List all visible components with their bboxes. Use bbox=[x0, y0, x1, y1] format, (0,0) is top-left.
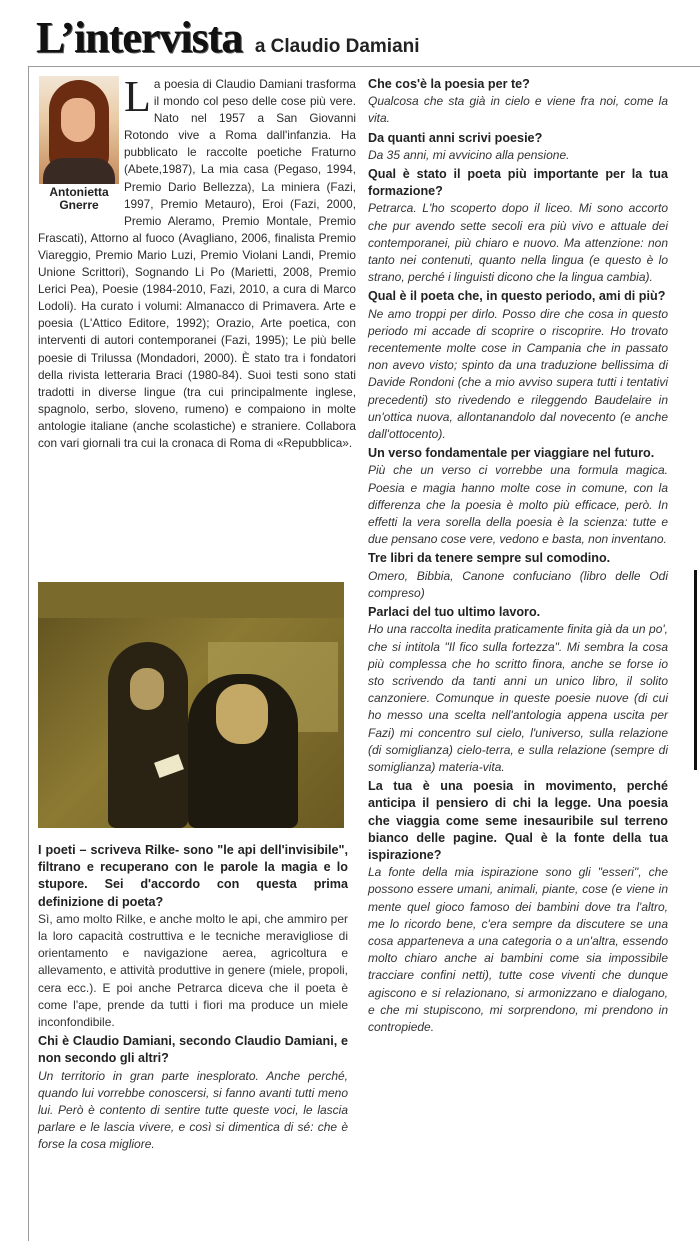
question: Da quanti anni scrivi poesie? bbox=[368, 130, 543, 145]
left-column bbox=[38, 72, 356, 1152]
author-name-first: Antonietta bbox=[49, 185, 109, 199]
answer: La fonte della mia ispirazione sono gli "esseri", che possono essere umani, animali, piante, cose (e viene in mente quel gioco famoso dei bambini dove tra l'altro, me lo ricordo bene, c'era sempre da discutere se una cosa apparteneva a una categoria o a un'altra, essendo molto chiaro anche ai bambini come sia impossibile tracciare confini netti), tutte cose viventi che dunque agiscono e si relazionano, si armonizzano e dialogano, e che mi stupiscono, mi sorprendono, mi prendono in contropiede. bbox=[368, 865, 668, 1034]
answer: Un territorio in gran parte inesplorato. Anche perché, quando lui vorrebbe conoscersi, si fanno avanti tutti meno lui. Però è contento di sentire tutte queste voci, le lascia parlare e le lascia vivere, e così si dimentica di sé: che è forse la cosa migliore. bbox=[38, 1068, 348, 1152]
answer: Ho una raccolta inedita praticamente finita già da un po', che si intitola "Il fico sulla fortezza". Mi sembra la cosa più complessa che ho scritto finora, anche se forse io sto scrivendo da tanti anni un unico libro, il solito canzoniere. Comunque in queste poesie nuove (di cui ho messo una scelta nell'antologia appena uscita per Fazi) mi concentro sul cielo, l'universo, sulla relazione (di somiglianza) cielo-terra, e sulla relazione (sempre di somiglianza) materia-vita. bbox=[368, 622, 668, 774]
question: I poeti – scriveva Rilke- sono "le api dell'invisibile", filtrano e recuperano con le parole la magia e lo stupore. Sei d'accordo con questa prima definizione di poeta? bbox=[38, 843, 348, 909]
article-subtitle: a Claudio Damiani bbox=[254, 36, 420, 57]
edge-bar bbox=[694, 570, 697, 770]
question: Parlaci del tuo ultimo lavoro. bbox=[368, 605, 541, 620]
question: Qual è stato il poeta più importante per la tua formazione? bbox=[368, 167, 668, 199]
author-box bbox=[38, 76, 120, 212]
right-column bbox=[368, 76, 668, 1038]
left-qa-list bbox=[38, 842, 348, 1156]
question: Qual è il poeta che, in questo periodo, ami di più? bbox=[368, 289, 666, 304]
answer: Da 35 anni, mi avvicino alla pensione. bbox=[368, 147, 570, 162]
article-title: L’intervista bbox=[36, 13, 243, 62]
author-name-last: Gnerre bbox=[59, 198, 99, 212]
article-header bbox=[36, 12, 656, 68]
answer: Qualcosa che sta già in cielo e viene fra noi, come la vita. bbox=[368, 94, 668, 126]
question: Un verso fondamentale per viaggiare nel futuro. bbox=[368, 446, 655, 461]
question: Chi è Claudio Damiani, secondo Claudio Damiani, e non secondo gli altri? bbox=[38, 1034, 348, 1066]
question: La tua è una poesia in movimento, perché anticipa il pensiero di chi la legge. Una poesia che viaggia come seme inesauribile sul terreno bianco delle pagine. Qual è la fonte della tua ispirazione? bbox=[368, 779, 668, 862]
question: Tre libri da tenere sempre sul comodino. bbox=[368, 551, 611, 566]
answer: Sì, amo molto Rilke, e anche molto le api, che ammiro per la loro capacità costruttiva e le tecniche meravigliose di orientamento e navigazione aerea, agricoltura e allevamento, e attività produttive in genere (miele, propoli, cera ecc.). E poi anche Petrarca diceva che il poeta è come l'ape, prende da tutti i fiori ma produce un miele inconfondibile. bbox=[38, 911, 348, 1030]
author-name bbox=[38, 186, 120, 212]
answer: Petrarca. L'ho scoperto dopo il liceo. Mi sono accorto che pur avendo sette secoli era più vivo e attuale dei contemporanei, più chiaro e nuovo. Ma attenzione: non tanto nei contenuti, quanto nella lingua (e questo è lo strano, perché i linguisti dicono che la lingua cambia). bbox=[368, 201, 668, 285]
interview-photo bbox=[38, 582, 344, 828]
page-edge-strip bbox=[686, 200, 700, 570]
intro-text: a poesia di Claudio Damiani trasforma il mondo col peso delle cose più vere. Nato nel 1957 a San Giovanni Rotondo vive a Roma dall'infanzia. Ha pubblicato le raccolte poetiche Fraturno (Abete,1987), La mia casa (Pegaso, 1994, Premio Dario Bellezza), La miniera (Fazi, 1997, Premio Metauro), Eroi (Fazi, 2000, Premio Aleramo, Premio Montale, Premio Frascati), Attorno al fuoco (Avagliano, 2006, finalista Premio Viareggio, Premio Mario Luzi, Premio Violani Landi, Premio Unione Scrittori), Sognando Li Po (Marietti, 2008, Premio Lerici Pea), Poesie (1984-2010, Fazi, 2010, a cura di Marco Lodoli). Ha curato i volumi: Almanacco di Primavera. Arte e poesia (L'Attico Editore, 1992); Orazio, Arte poetica, con interventi di autori contemporanei (Fazi, 1995); Le più belle poesie di Trilussa (Mondadori, 2000). È stato tra i fondatori della rivista letteraria Braci (1980-84). Suoi testi sono stati tradotti in diverse lingue (tra cui principalmente inglese, spagnolo, serbo, sloveno, rumeno) e compaiono in molte antologie italiane (anche scolastiche) e straniere. Collabora con vari giornali tra cui la cronaca di Roma di «Repubblica». bbox=[38, 77, 356, 450]
author-portrait bbox=[39, 76, 119, 184]
intro-dropcap: L bbox=[124, 72, 151, 121]
question: Che cos'è la poesia per te? bbox=[368, 77, 530, 91]
answer: Più che un verso ci vorrebbe una formula magica. Poesia e magia hanno molte cose in comune, con la differenza che la poesia è molto più efficace, però. In effetti la vera sorella della poesia è la scienza: tutte e due pensano cose vere, vedono e basta, non inventano. bbox=[368, 463, 668, 547]
answer: Omero, Bibbia, Canone confuciano (libro delle Odi compreso) bbox=[368, 568, 668, 600]
answer: Ne amo troppi per dirlo. Posso dire che cosa in questo periodo mi accade di scoprire o riscoprire. Ho trovato recentemente molte cose in Campania che in passato non avevo visto; spinto da una traduzione bellissima di Davide Rondoni (che a mio avviso supera tutti i tentativi precedenti) sto rivedendo e rileggendo Baudelaire in un'ottica nuova, allontanandolo dal novecento (e anche dall'ottocento). bbox=[368, 306, 668, 442]
